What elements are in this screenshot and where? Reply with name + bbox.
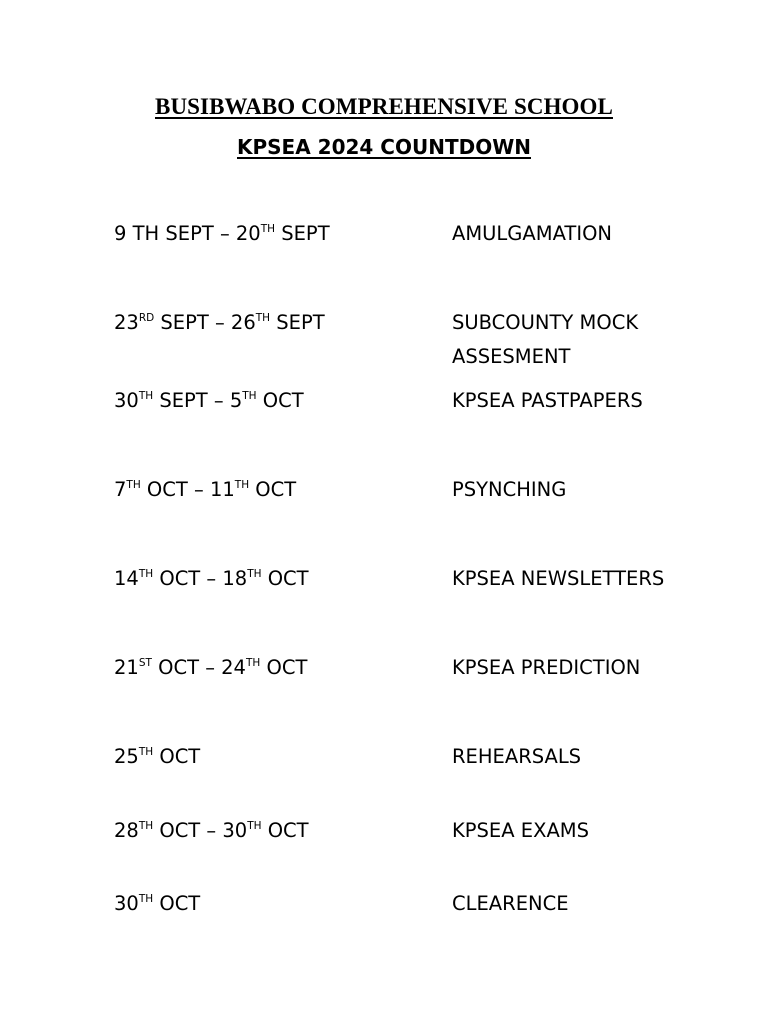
ordinal-suffix: ST bbox=[138, 657, 152, 669]
schedule-activity: PSYNCHING bbox=[452, 478, 567, 501]
ordinal-suffix: TH bbox=[242, 390, 257, 402]
schedule-date: 30TH OCT bbox=[114, 892, 201, 915]
ordinal-suffix: TH bbox=[247, 820, 262, 832]
schedule-date: 14TH OCT – 18TH OCT bbox=[114, 567, 309, 590]
schedule-activity: KPSEA PREDICTION bbox=[452, 656, 641, 679]
ordinal-suffix: TH bbox=[138, 390, 154, 402]
schedule-activity: KPSEA NEWSLETTERS bbox=[452, 567, 665, 590]
ordinal-suffix: TH bbox=[126, 479, 141, 491]
countdown-heading: KPSEA 2024 COUNTDOWN bbox=[237, 135, 531, 159]
schedule-activity: CLEARENCE bbox=[452, 892, 569, 915]
ordinal-suffix: TH bbox=[260, 223, 276, 235]
schedule-activity: KPSEA EXAMS bbox=[452, 819, 590, 842]
school-name-heading: BUSIBWABO COMPREHENSIVE SCHOOL bbox=[155, 94, 613, 119]
schedule-date: 25TH OCT bbox=[114, 745, 201, 768]
schedule-date: 30TH SEPT – 5TH OCT bbox=[114, 389, 304, 412]
ordinal-suffix: TH bbox=[247, 568, 262, 580]
schedule-activity: REHEARSALS bbox=[452, 745, 582, 768]
schedule-date: 23RD SEPT – 26TH SEPT bbox=[114, 311, 325, 334]
schedule-date: 7TH OCT – 11TH OCT bbox=[114, 478, 297, 501]
ordinal-suffix: TH bbox=[245, 657, 261, 669]
schedule-activity: KPSEA PASTPAPERS bbox=[452, 389, 643, 412]
schedule-activity: AMULGAMATION bbox=[452, 222, 612, 245]
schedule-activity: SUBCOUNTY MOCK ASSESMENT bbox=[452, 311, 639, 368]
ordinal-suffix: RD bbox=[138, 312, 155, 324]
ordinal-suffix: TH bbox=[234, 479, 250, 491]
ordinal-suffix: TH bbox=[138, 893, 154, 905]
ordinal-suffix: TH bbox=[255, 312, 271, 324]
ordinal-suffix: TH bbox=[138, 568, 154, 580]
ordinal-suffix: TH bbox=[138, 820, 154, 832]
schedule-date: 28TH OCT – 30TH OCT bbox=[114, 819, 309, 842]
schedule-date: 21ST OCT – 24TH OCT bbox=[114, 656, 308, 679]
schedule-date: 9 TH SEPT – 20TH SEPT bbox=[114, 222, 330, 245]
ordinal-suffix: TH bbox=[138, 746, 154, 758]
